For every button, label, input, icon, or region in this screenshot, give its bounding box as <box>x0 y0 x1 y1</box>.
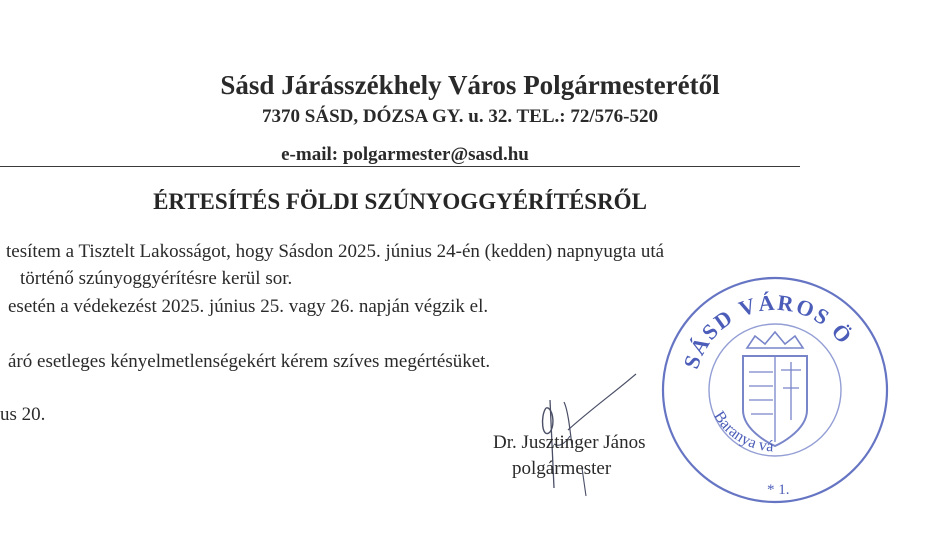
notice-title: ÉRTESÍTÉS FÖLDI SZÚNYOGGYÉRÍTÉSRŐL <box>153 189 647 214</box>
signer-role: polgármester <box>512 458 612 479</box>
stamp-mark: * 1. <box>767 482 790 498</box>
letterhead-email: e-mail: polgarmester@sasd.hu <box>281 144 529 165</box>
letterhead-address: 7370 SÁSD, DÓZSA GY. u. 32. TEL.: 72/576-520 <box>262 106 658 127</box>
body-line-4: áró esetleges kényelmetlenségekért kérem szíves megértésüket. <box>8 351 491 372</box>
signer-name: Dr. Jusztinger János <box>493 432 646 453</box>
svg-text:Baranya vá <box>710 408 774 455</box>
body-line-3: esetén a védekezést 2025. június 25. vagy 26. napján végzik el. <box>8 296 489 317</box>
stamp-top-text: SÁSD VÁROS Ö <box>678 289 859 372</box>
body-line-2: történő szúnyoggyérítésre kerül sor. <box>20 268 293 289</box>
header-divider <box>0 166 800 167</box>
official-stamp <box>655 270 895 510</box>
coat-of-arms-icon <box>743 332 807 446</box>
stamp-bottom-text: Baranya vá <box>710 408 775 456</box>
date-line: us 20. <box>0 404 46 425</box>
body-line-1: tesítem a Tisztelt Lakosságot, hogy Sásdon 2025. június 24-én (kedden) napnyugta utá <box>6 241 665 262</box>
letterhead-title: Sásd Járásszékhely Város Polgármesterétől <box>220 70 720 100</box>
